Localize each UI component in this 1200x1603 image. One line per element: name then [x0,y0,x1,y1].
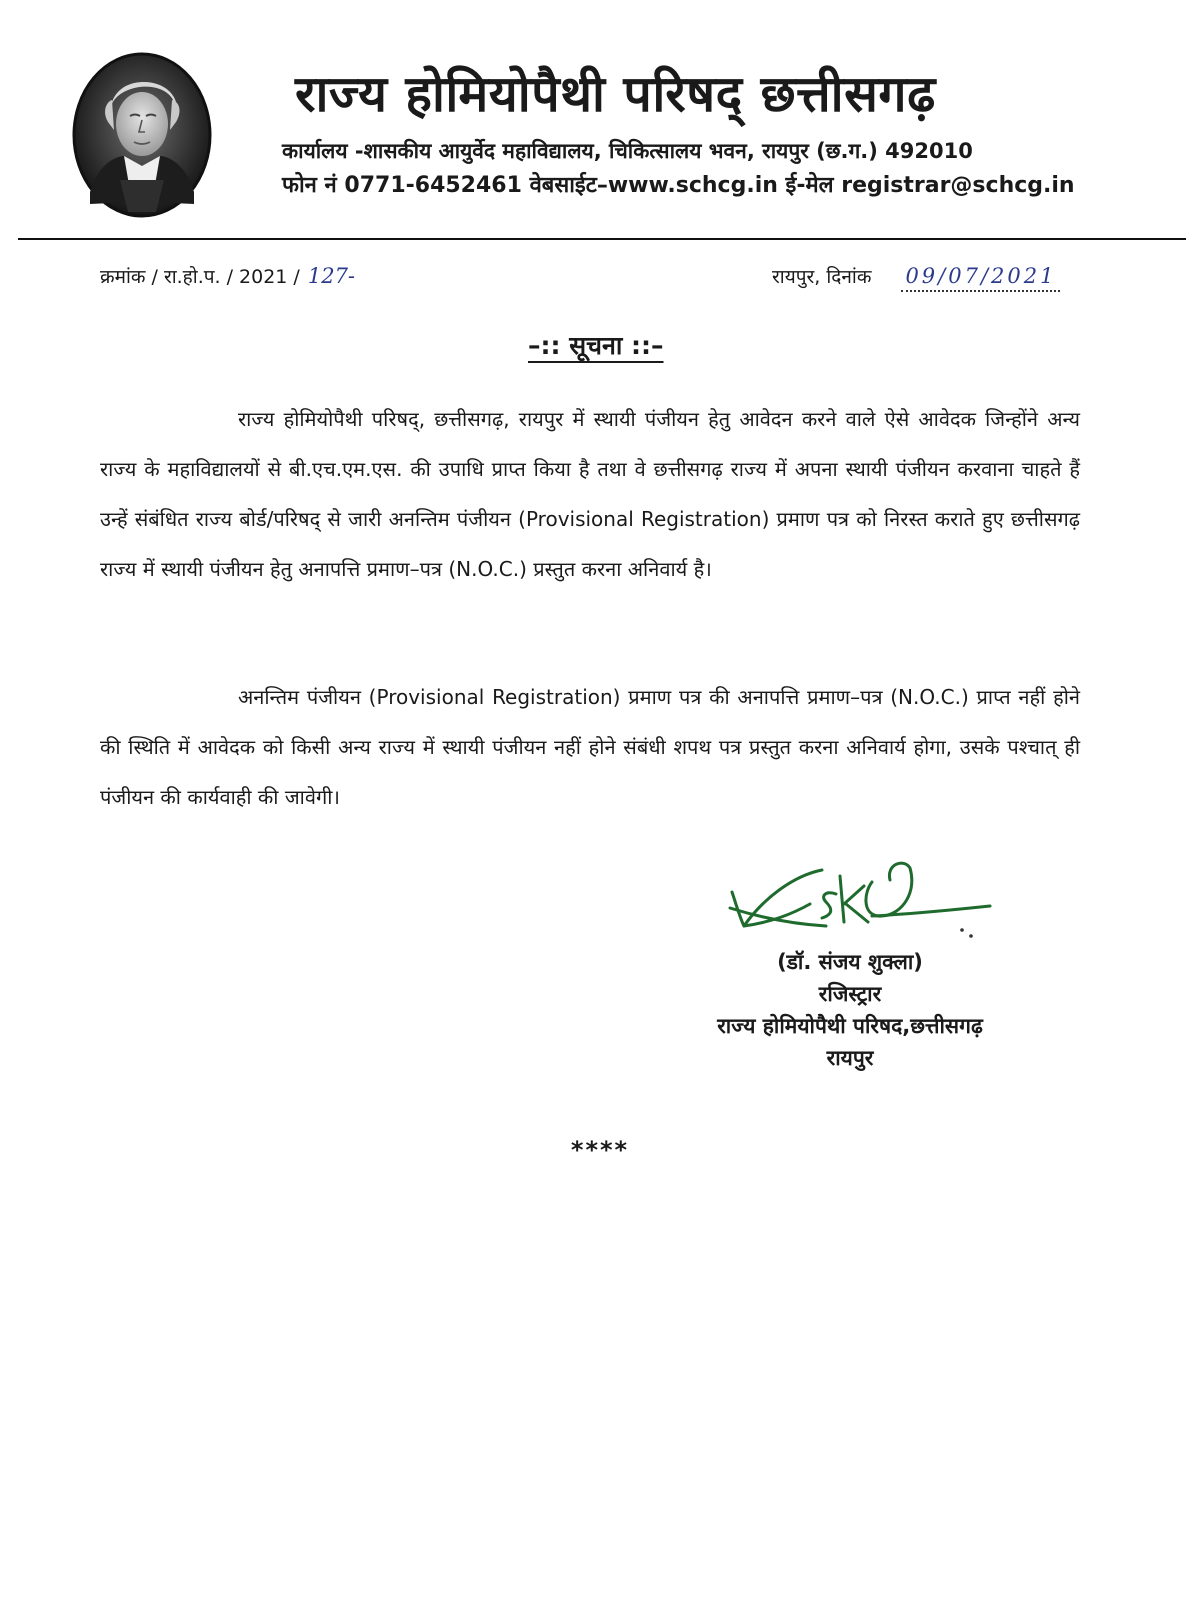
contact-details: फोन नं 0771-6452461 वेबसाईट–www.schcg.in ई-मेल registrar@schcg.in [282,173,1075,198]
notice-paragraph-1: राज्य होमियोपैथी परिषद्, छत्तीसगढ़, रायपुर में स्थायी पंजीयन हेतु आवेदन करने वाले ऐसे आवेदक जिन्होंने अन्य राज्य के महाविद्यालयों से बी.एच.एम.एस. की उपाधि प्राप्त किया है तथा वे छत्तीसगढ़ राज्य में अपना स्थायी पंजीयन करवाना चाहते हैं उन्हें संबंधित राज्य बोर्ड/परिषद् से जारी अनन्तिम पंजीयन (Provisional Registration) प्रमाण पत्र को निरस्त कराते हुए छत्तीसगढ़ राज्य में स्थायी पंजीयन हेतु अनापत्ति प्रमाण–पत्र (N.O.C.) प्रस्तुत करना अनिवार्य है। [100,407,1080,581]
council-title: राज्य होमियोपैथी परिषद् छत्तीसगढ़ [295,64,936,123]
letterhead-divider [18,238,1186,240]
notice-paragraph-2: अनन्तिम पंजीयन (Provisional Registration) प्रमाण पत्र की अनापत्ति प्रमाण–पत्र (N.O.C.) प्राप्त नहीं होने की स्थिति में आवेदक को किसी अन्य राज्य में स्थायी पंजीयन नहीं होने संबंधी शपथ पत्र प्रस्तुत करना अनिवार्य होगा, उसके पश्चात् ही पंजीयन की कार्यवाही की जावेगी। [100,685,1080,809]
reference-number-line [100,262,355,291]
founder-portrait-icon [72,52,212,218]
end-mark: **** [570,1136,630,1164]
office-address: कार्यालय -शासकीय आयुर्वेद महाविद्यालय, चिकित्सालय भवन, रायपुर (छ.ग.) 492010 [282,139,973,163]
notice-heading: –:: सूचना ::– [528,331,664,360]
issue-date: 09/07/2021 [901,262,1060,292]
date-line [772,262,1060,292]
reference-number: 127- [307,264,356,288]
signatory-block [660,946,1040,1074]
place-date-label: रायपुर, दिनांक [772,266,872,288]
signature-icon [722,852,997,952]
reference-prefix: क्रमांक / रा.हो.प. / 2021 / [100,266,300,288]
signatory-city: रायपुर [826,1046,874,1070]
signatory-designation: रजिस्ट्रार [818,982,882,1006]
signatory-name: (डॉ. संजय शुक्ला) [777,950,923,974]
signatory-organization: राज्य होमियोपैथी परिषद,छत्तीसगढ़ [717,1014,983,1038]
